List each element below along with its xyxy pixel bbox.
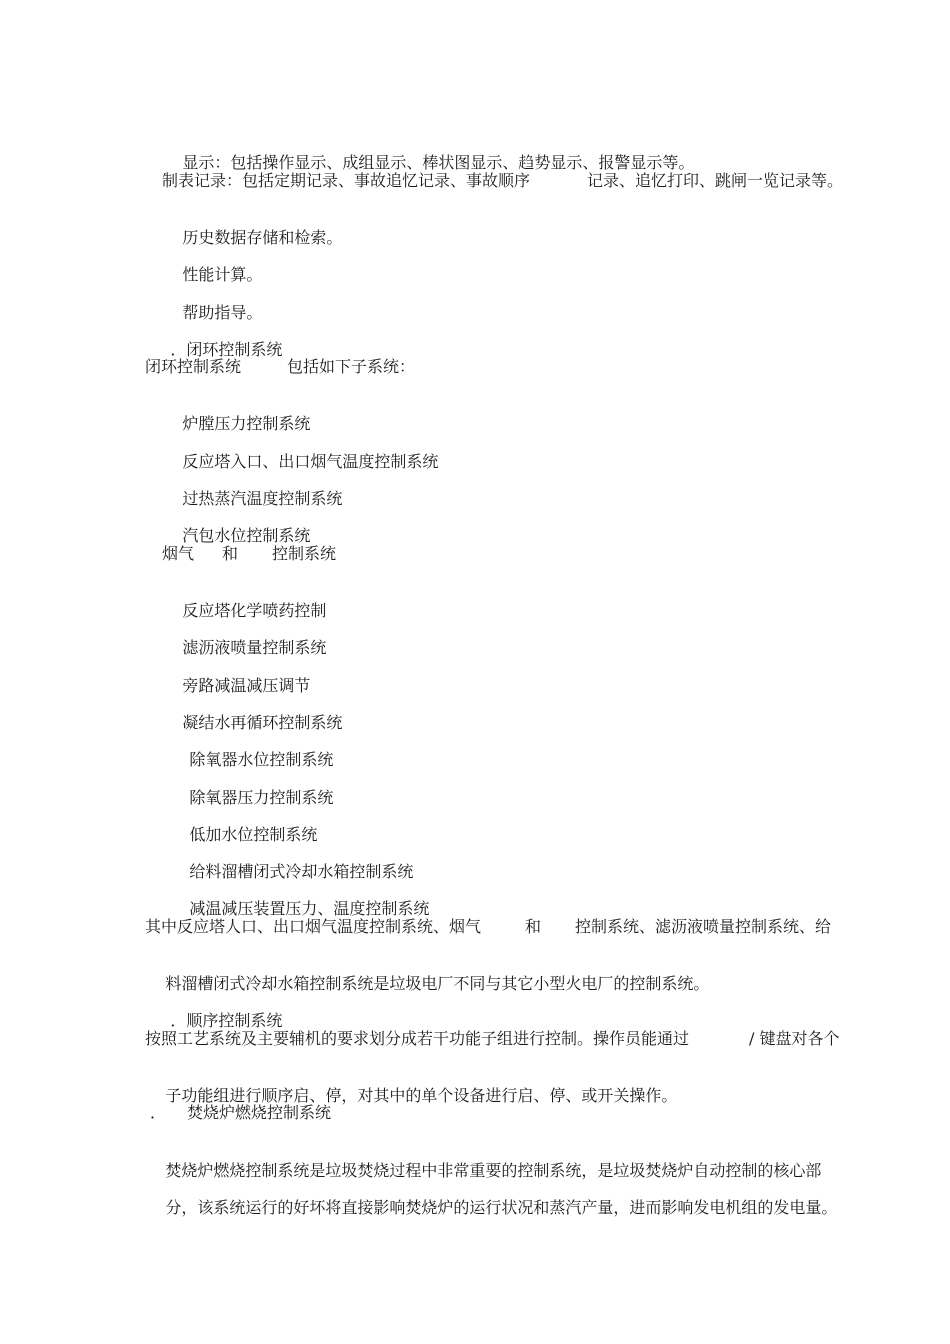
list-item	[162, 506, 311, 545]
combustion-p1-text: 焚烧炉燃烧控制系统是垃圾焚烧过程中非常重要的控制系统，是垃圾焚烧炉自动控制的核心部	[165, 1161, 822, 1180]
list-item	[162, 693, 343, 732]
list-item-text: 给料溜槽闭式冷却水箱控制系统	[189, 862, 414, 881]
list-item	[162, 618, 327, 657]
list-item	[169, 768, 334, 807]
performance-line	[162, 245, 263, 284]
sequence-heading	[150, 991, 283, 1030]
flue-gas-part-c: 控制系统	[272, 544, 337, 563]
closed-loop-heading	[150, 320, 283, 359]
help-line	[162, 283, 263, 322]
sequence-heading-text: ．顺序控制系统	[170, 1011, 283, 1030]
combustion-heading	[150, 1103, 400, 1123]
combustion-p2-text: 分，该系统运行的好坏将直接影响焚烧炉的运行状况和蒸汽产量，进而影响发电机组的发电量。	[165, 1198, 838, 1217]
summary-part-b: 和	[525, 917, 542, 936]
closed-loop-heading-text: ．闭环控制系统	[170, 340, 283, 359]
list-item	[169, 805, 318, 844]
combustion-heading-text: 焚烧炉燃烧控制系统	[187, 1103, 332, 1122]
flue-gas-part-b: 和	[222, 544, 239, 563]
display-text: 显示：包括操作显示、成组显示、棒状图显示、趋势显示、报警显示等。	[182, 153, 695, 172]
list-item-text: 汽包水位控制系统	[182, 526, 311, 545]
summary-part-a: 其中反应塔人口、出口烟气温度控制系统、烟气	[145, 917, 482, 936]
list-item-text: 滤沥液喷量控制系统	[182, 638, 327, 657]
list-item-text: 反应塔化学喷药控制	[182, 601, 327, 620]
combustion-paragraph-line-2	[145, 1178, 838, 1217]
display-line	[162, 133, 695, 172]
list-item-text: 低加水位控制系统	[189, 825, 318, 844]
report-text-part1: 制表记录：包括定期记录、事故追忆记录、事故顺序	[162, 171, 531, 190]
history-line	[162, 208, 343, 247]
sequence-paragraph-line-1	[145, 1029, 845, 1049]
closed-loop-intro-part2: 包括如下子系统：	[287, 357, 416, 376]
summary-line-1	[145, 917, 845, 937]
sequence-p1-part-a: 按照工艺系统及主要辅机的要求划分成若干功能子组进行控制。操作员能通过	[145, 1029, 690, 1048]
history-text: 历史数据存储和检索。	[182, 228, 343, 247]
list-item-text: 旁路减温减压调节	[182, 676, 311, 695]
list-item	[162, 581, 327, 620]
list-item	[162, 469, 343, 508]
list-item-text: 炉膛压力控制系统	[182, 414, 311, 433]
closed-loop-intro	[145, 357, 445, 377]
summary-line-2-text: 料溜槽闭式冷却水箱控制系统是垃圾电厂不同与其它小型火电厂的控制系统。	[165, 974, 710, 993]
summary-part-c: 控制系统、滤沥液喷量控制系统、给	[575, 917, 832, 936]
performance-text: 性能计算。	[182, 265, 263, 284]
list-item-text: 除氧器水位控制系统	[189, 750, 334, 769]
help-text: 帮助指导。	[182, 303, 263, 322]
sequence-paragraph-line-2	[145, 1066, 678, 1105]
list-item	[169, 730, 334, 769]
report-line	[162, 171, 862, 191]
list-item	[169, 842, 414, 881]
list-item-text: 反应塔入口、出口烟气温度控制系统	[182, 452, 439, 471]
list-item	[169, 879, 430, 918]
sequence-p2-text: 子功能组进行顺序启、停，对其中的单个设备进行启、停、或开关操作。	[165, 1086, 678, 1105]
closed-loop-intro-part1: 闭环控制系统	[145, 357, 242, 376]
combustion-heading-dot: ．	[150, 1103, 167, 1122]
summary-line-2	[145, 954, 710, 993]
flue-gas-part-a: 烟气	[162, 544, 195, 563]
list-item-text: 除氧器压力控制系统	[189, 788, 334, 807]
list-item-text: 凝结水再循环控制系统	[182, 713, 343, 732]
list-item	[162, 394, 311, 433]
flue-gas-line	[162, 544, 362, 564]
list-item	[162, 432, 439, 471]
report-text-part2: 记录、追忆打印、跳闸一览记录等。	[587, 171, 844, 190]
list-item-text: 减温减压装置压力、温度控制系统	[189, 899, 430, 918]
list-item	[162, 656, 311, 695]
list-item-text: 过热蒸汽温度控制系统	[182, 489, 343, 508]
combustion-paragraph-line-1	[145, 1141, 822, 1180]
sequence-p1-part-b: / 键盘对各个	[749, 1029, 840, 1048]
